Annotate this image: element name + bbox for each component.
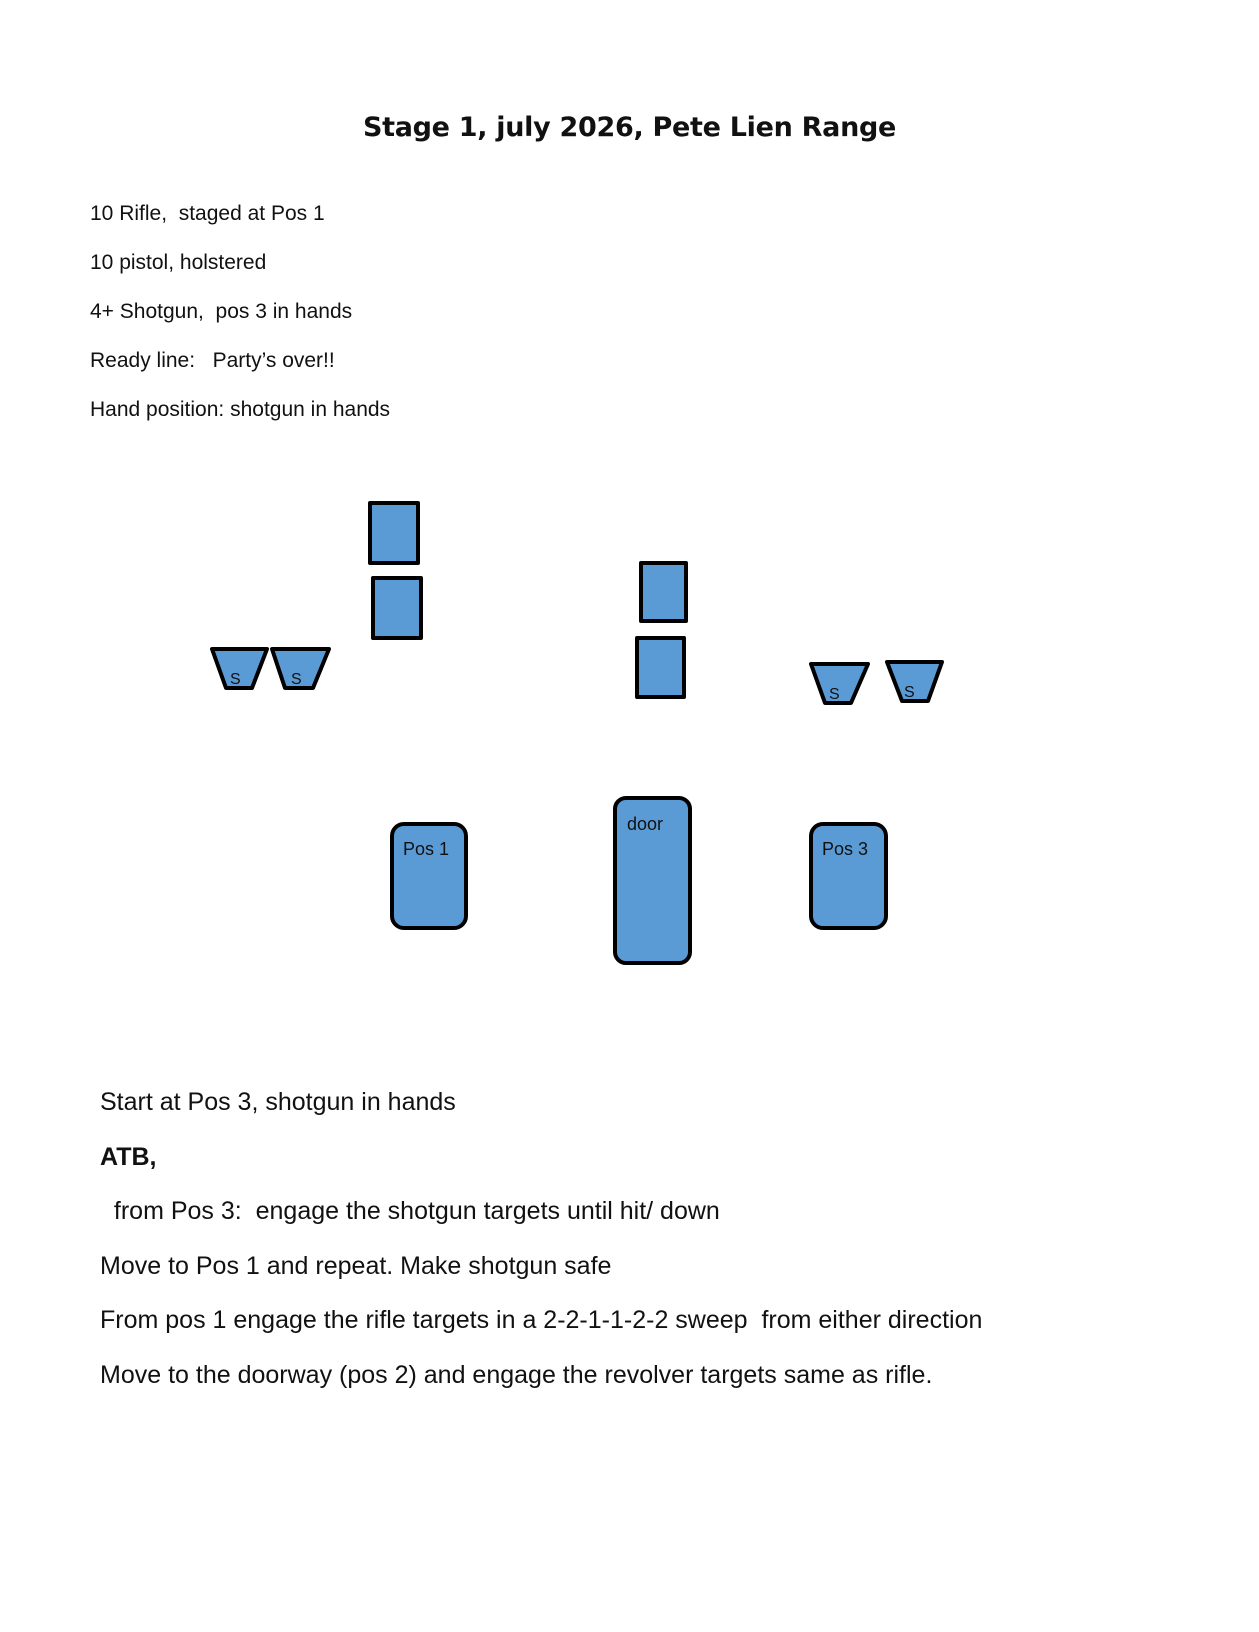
procedure-line: Start at Pos 3, shotgun in hands <box>100 1088 456 1116</box>
door-label: door <box>627 814 664 834</box>
procedure-line: From pos 1 engage the rifle targets in a 2-2-1-1-2-2 sweep from either direction <box>100 1306 983 1334</box>
procedure-line: Move to Pos 1 and repeat. Make shotgun safe <box>100 1251 612 1280</box>
position-1-label: Pos 1 <box>403 839 450 859</box>
stage-procedure <box>100 1087 982 1414</box>
procedure-line: from Pos 3: engage the shotgun targets until hit/ down <box>100 1197 720 1225</box>
spec-hand-position: Hand position: shotgun in hands <box>90 398 391 421</box>
spec-ready-line: Ready line: Party’s over!! <box>90 349 335 372</box>
shotgun-label-right-2: S <box>904 684 915 701</box>
rifle-target-upper-left <box>370 503 418 563</box>
position-3-label: Pos 3 <box>822 839 869 859</box>
procedure-line: Move to the doorway (pos 2) and engage the revolver targets same as rifle. <box>100 1360 933 1389</box>
spec-shotgun: 4+ Shotgun, pos 3 in hands <box>90 300 353 323</box>
rifle-target-lower-left <box>373 578 421 638</box>
procedure-atb: ATB, <box>100 1142 157 1171</box>
pistol-target-upper-center <box>641 563 686 621</box>
shotgun-label-left-1: S <box>230 671 241 688</box>
spec-pistol: 10 pistol, holstered <box>90 251 267 274</box>
shotgun-label-left-2: S <box>291 671 302 688</box>
page-title: Stage 1, july 2026, Pete Lien Range <box>362 112 897 143</box>
shotgun-label-right-1: S <box>829 686 840 703</box>
spec-rifle: 10 Rifle, staged at Pos 1 <box>90 202 325 225</box>
pistol-target-lower-center <box>637 638 684 697</box>
